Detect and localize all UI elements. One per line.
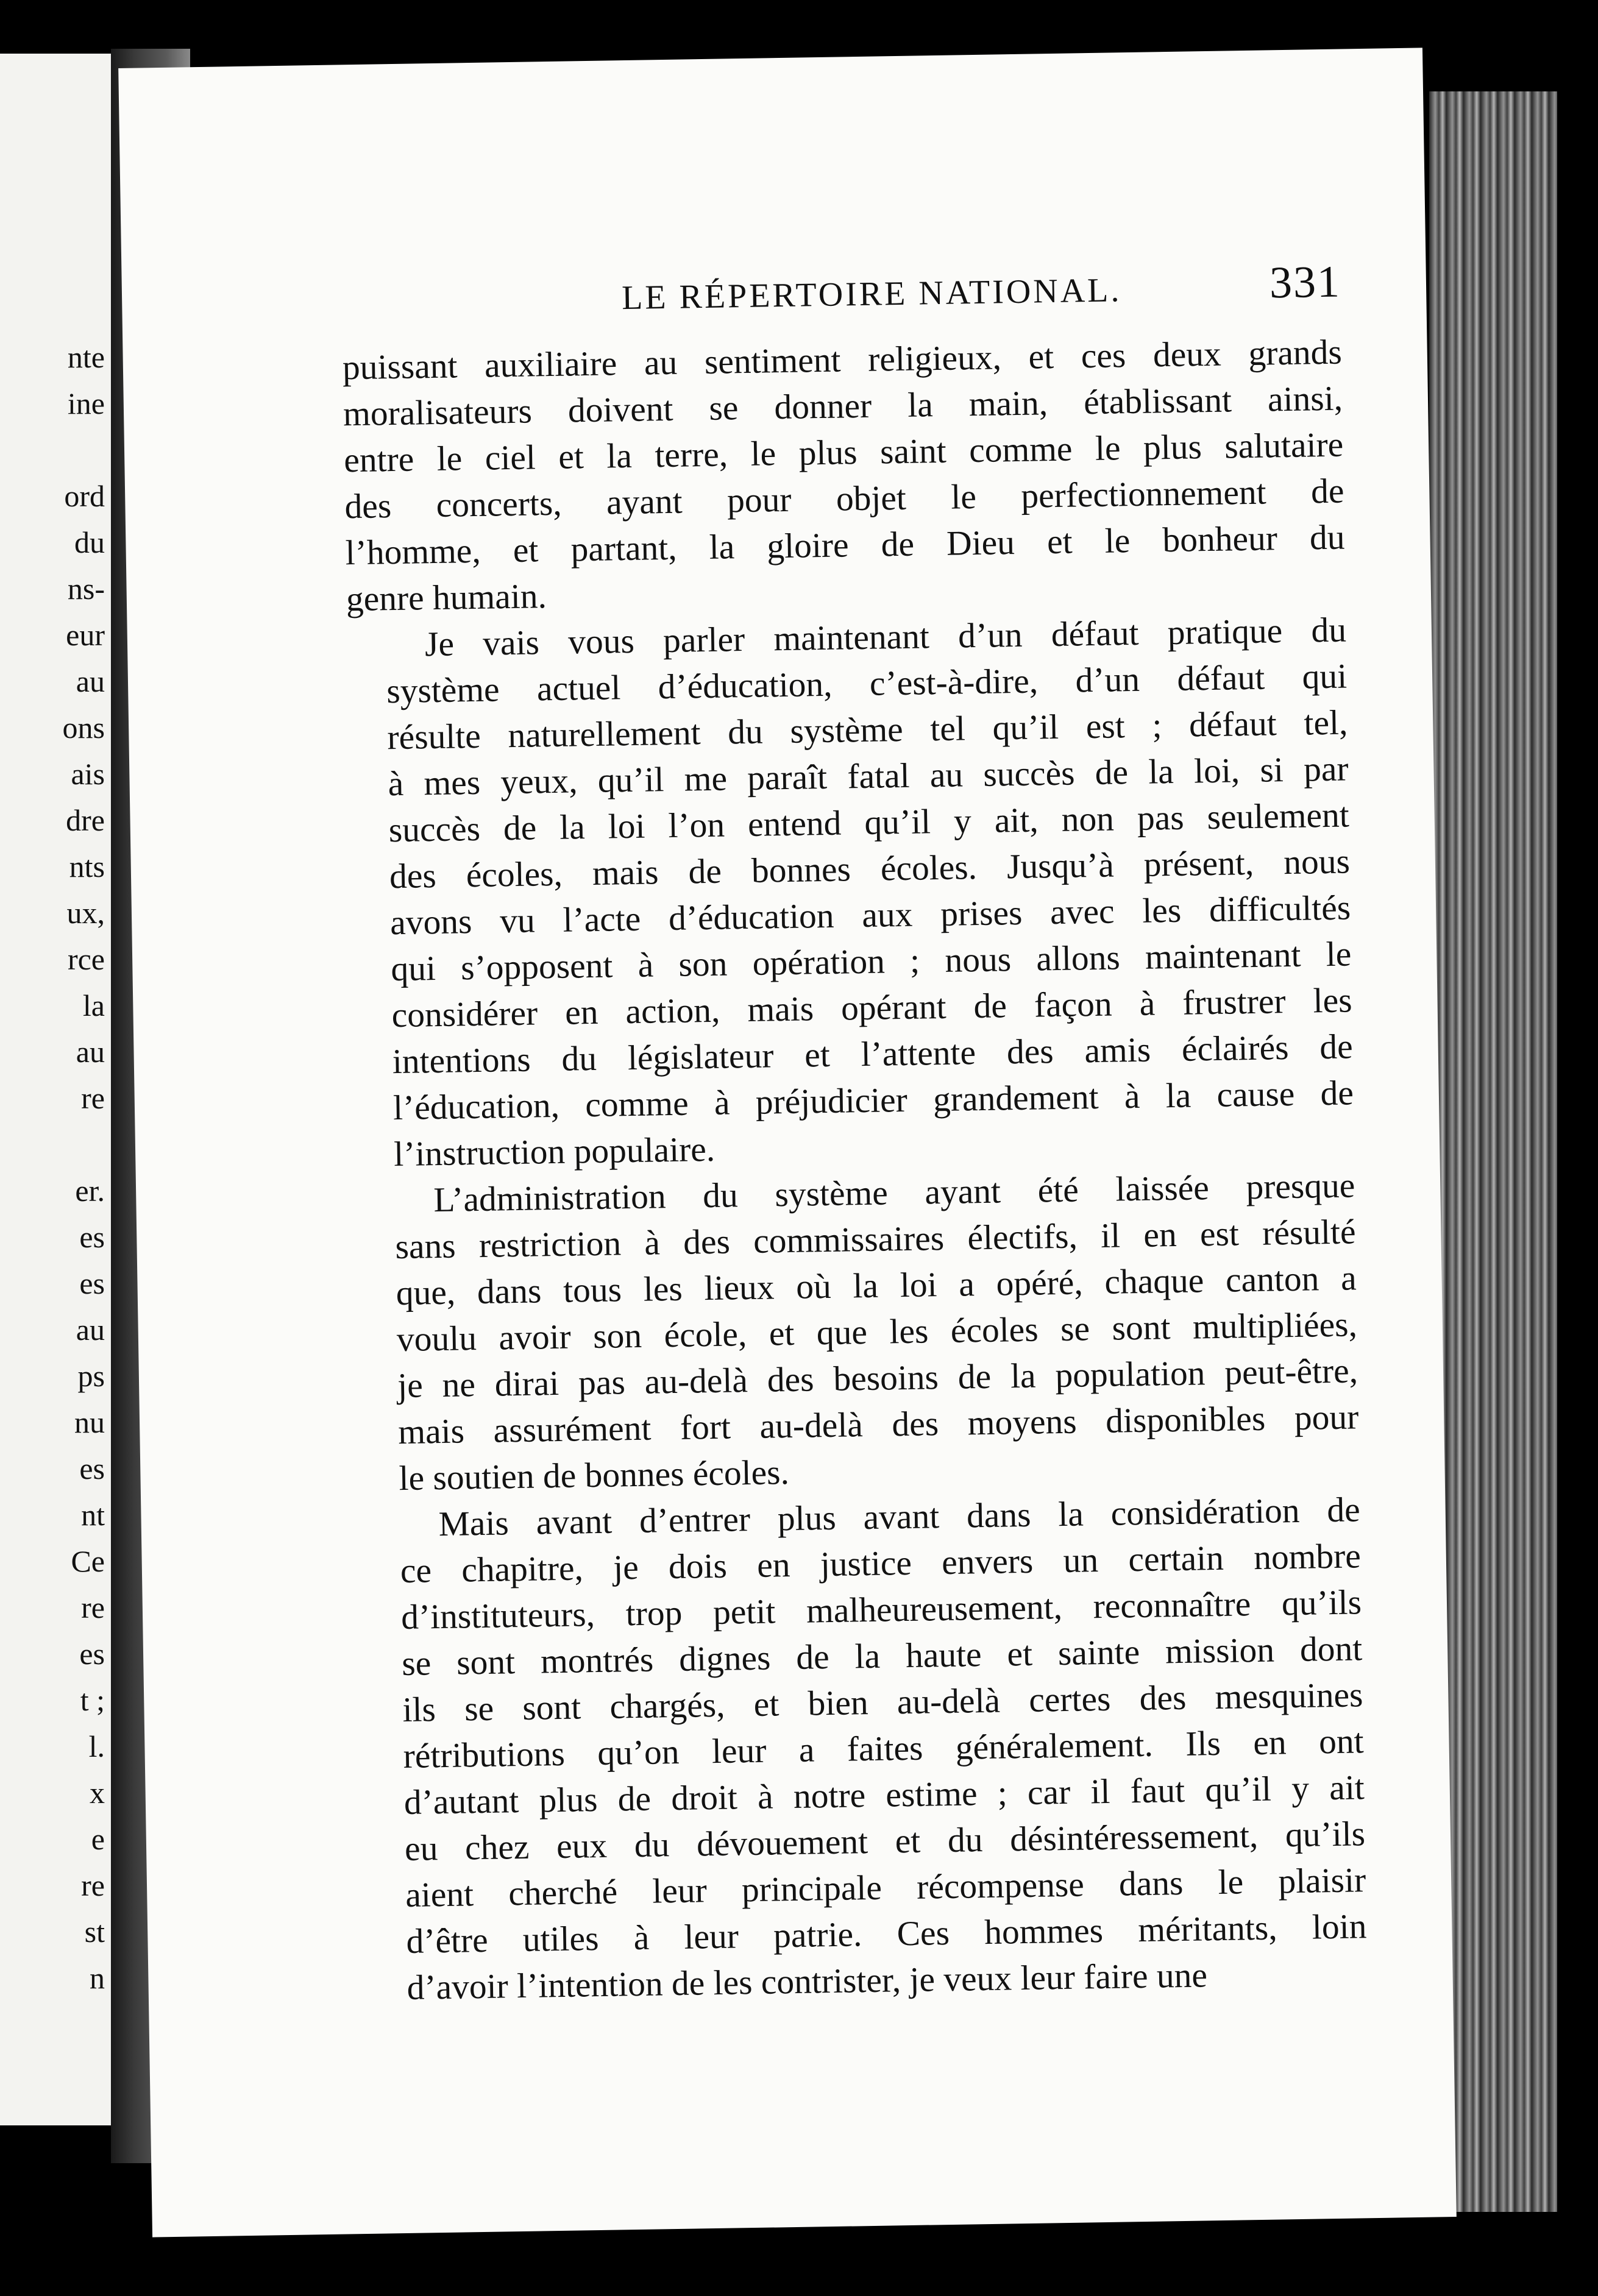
text-line: l’éducation, comme à préjudicier grandement à la cause de [392, 1074, 1354, 1128]
previous-page-fragment: eur [66, 618, 105, 652]
previous-page-fragment: re [81, 1590, 105, 1625]
text-line: aient cherché leur principale récompense dans le plaisir [405, 1861, 1366, 1915]
text-line: succès de la loi l’on entend qu’il y ait, non pas seulement [388, 796, 1350, 850]
previous-page-fragment: dre [66, 803, 105, 837]
previous-page-fragment: st [84, 1915, 105, 1949]
previous-page-fragment: ais [71, 757, 105, 791]
text-line: mais assurément fort au-delà des moyens disponibles pour [397, 1398, 1359, 1452]
text-line: genre humain. [346, 577, 547, 619]
text-line: puissant auxiliaire au sentiment religieux, et ces deux grands [342, 333, 1343, 388]
text-line: l’homme, et partant, la gloire de Dieu et le bonheur du [345, 518, 1346, 573]
text-line: entre le ciel et la terre, le plus saint comme le plus salutaire [343, 425, 1344, 480]
previous-page-fragment: ord [64, 479, 105, 513]
text-line: des concerts, ayant pour objet le perfectionnement de [344, 472, 1344, 526]
previous-page-fragment: au [76, 1035, 105, 1069]
text-line: d’autant plus de droit à notre estime ; car il faut qu’il y ait [403, 1768, 1365, 1823]
previous-page-fragment: t ; [80, 1683, 105, 1717]
text-line: l’instruction populaire. [393, 1130, 716, 1174]
previous-page-fragment: au [76, 664, 105, 698]
text-line: voulu avoir son école, et que les écoles se sont multipliées, [396, 1305, 1358, 1359]
previous-page-fragment: er. [75, 1174, 105, 1208]
body-text [342, 330, 1368, 2012]
text-line: à mes yeux, qu’il me paraît fatal au succès de la loi, si par [388, 749, 1349, 804]
previous-page-fragment: ux, [66, 896, 105, 930]
previous-page-fragment: la [82, 988, 105, 1022]
text-line: rétributions qu’on leur a faites généralement. Ils en ont [403, 1722, 1365, 1776]
text-line: résulte naturellement du système tel qu’il est ; défaut tel, [386, 703, 1348, 757]
text-line: considérer en action, mais opérant de façon à frustrer les [391, 981, 1352, 1035]
text-line: L’administration du système ayant été laissée presque [433, 1166, 1355, 1220]
previous-page-fragment: au [76, 1313, 105, 1347]
text-line: moralisateurs doivent se donner la main, établissant ainsi, [343, 379, 1343, 434]
paragraph [347, 607, 1355, 1178]
previous-page-line-endings [0, 334, 111, 2001]
text-line: système actuel d’éducation, c’est-à-dire, d’un défaut qui [386, 657, 1348, 711]
previous-page-fragment: l. [88, 1729, 105, 1763]
previous-page-fragment: e [91, 1822, 105, 1856]
running-head [341, 257, 1341, 327]
previous-page-fragment [0, 1121, 111, 1167]
previous-page-fragment: nt [81, 1498, 105, 1532]
text-line: Je vais vous parler maintenant d’un défaut pratique du [424, 611, 1347, 664]
paragraph [342, 330, 1346, 623]
previous-page-fragment: du [74, 525, 105, 559]
previous-page-fragment: nts [69, 849, 105, 884]
text-line: d’instituteurs, trop petit malheureusement, reconnaître qu’ils [400, 1583, 1362, 1637]
previous-page-sliver [0, 54, 111, 2125]
text-line: des écoles, mais de bonnes écoles. Jusqu’à présent, nous [389, 842, 1351, 896]
text-line: d’avoir l’intention de les contrister, je veux leur faire une [407, 1956, 1208, 2007]
text-line: sans restriction à des commissaires électifs, il en est résulté [395, 1213, 1356, 1267]
text-line: ce chapitre, je dois en justice envers un certain nombre [400, 1537, 1362, 1591]
text-line: avons vu l’acte d’éducation aux prises avec les difficultés [389, 888, 1351, 943]
text-line: qui s’opposent à son opération ; nous allons maintenant le [390, 935, 1352, 989]
previous-page-fragment: es [79, 1637, 105, 1671]
page-number: 331 [1269, 257, 1341, 308]
previous-page-fragment: ns- [67, 572, 105, 606]
previous-page-fragment: re [81, 1868, 105, 1902]
previous-page-fragment: rce [67, 942, 105, 976]
text-line: ils se sont chargés, et bien au-delà certes des mesquines [402, 1676, 1363, 1730]
previous-page-fragment: x [90, 1776, 105, 1810]
paragraph [360, 1487, 1368, 2012]
text-line: eu chez eux du dévouement et du désintéressement, qu’ils [404, 1815, 1366, 1869]
previous-page-fragment: es [79, 1266, 105, 1300]
previous-page-fragment [0, 427, 111, 473]
paragraph [355, 1163, 1360, 1503]
running-head-title: LE RÉPERTOIRE NATIONAL. [621, 271, 1122, 317]
previous-page-fragment: ine [67, 386, 105, 420]
previous-page-fragment: re [81, 1081, 105, 1115]
text-line: que, dans tous les lieux où la loi a opéré, chaque canton a [396, 1259, 1357, 1313]
previous-page-fragment: nu [74, 1405, 105, 1439]
previous-page-fragment: es [79, 1451, 105, 1486]
text-line: d’être utiles à leur patrie. Ces hommes méritants, loin [406, 1907, 1367, 1961]
text-line: intentions du législateur et l’attente des amis éclairés de [392, 1027, 1354, 1082]
text-line: je ne dirai pas au-delà des besoins de la population peut-être, [397, 1352, 1358, 1406]
book-page [118, 48, 1457, 2237]
text-line: se sont montrés dignes de la haute et sainte mission dont [401, 1629, 1363, 1684]
previous-page-fragment: Ce [71, 1544, 105, 1578]
previous-page-fragment: n [90, 1961, 105, 1995]
previous-page-fragment: nte [67, 340, 105, 374]
text-line: le soutien de bonnes écoles. [399, 1453, 790, 1498]
previous-page-fragment: ps [77, 1359, 105, 1393]
previous-page-fragment: ons [62, 710, 105, 745]
previous-page-fragment: es [79, 1220, 105, 1254]
text-line: Mais avant d’entrer plus avant dans la considération de [438, 1490, 1361, 1544]
